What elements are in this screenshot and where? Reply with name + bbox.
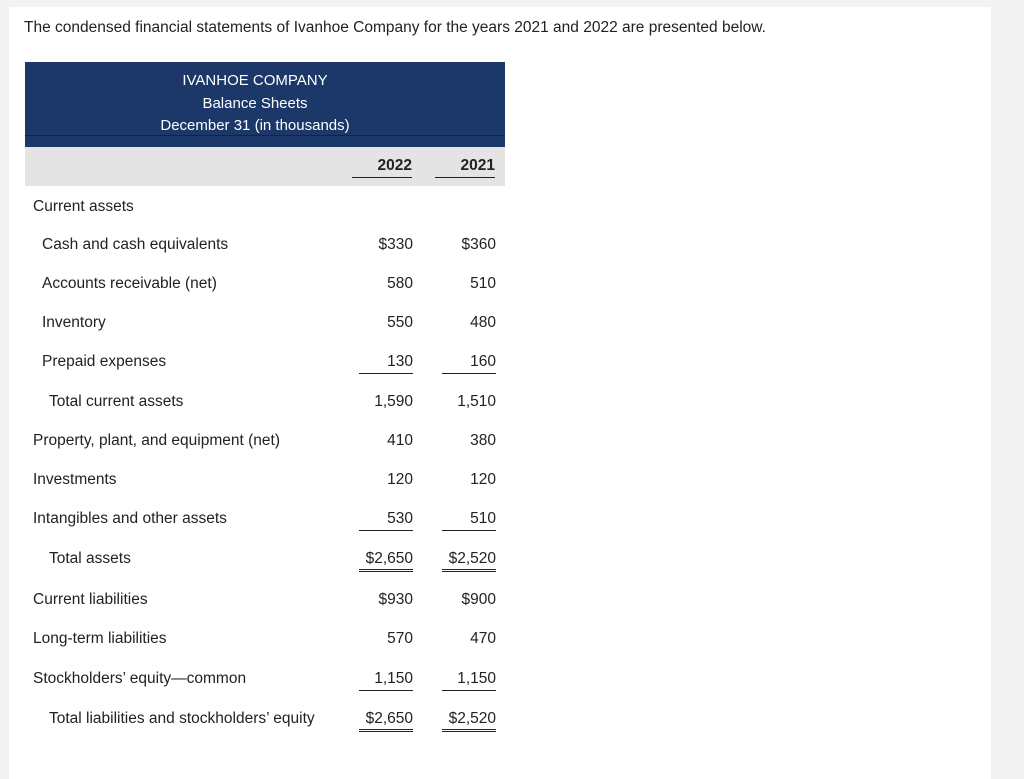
value-2022: $330 [378, 236, 413, 253]
value-2021: 470 [470, 630, 496, 647]
year-2021-header: 2021 [435, 157, 495, 178]
statement-period: December 31 (in thousands) [160, 117, 350, 134]
value-2021: 1,510 [457, 393, 496, 410]
row-label: Current liabilities [33, 591, 148, 608]
year-header-row [25, 147, 505, 186]
value-2021: $360 [461, 236, 496, 253]
year-2022-header: 2022 [352, 157, 412, 178]
value-2021: $900 [461, 591, 496, 608]
value-2022: 120 [387, 471, 413, 488]
row-label: Intangibles and other assets [33, 510, 227, 527]
table-row [0, 670, 520, 692]
value-2021: $2,520 [442, 550, 496, 572]
table-row [0, 591, 520, 613]
statement-header [25, 62, 505, 147]
statement-title: Balance Sheets [202, 95, 308, 112]
value-2021: 120 [470, 471, 496, 488]
value-2021: $2,520 [442, 710, 496, 732]
row-label: Property, plant, and equipment (net) [33, 432, 280, 449]
value-2022: 1,150 [359, 670, 413, 691]
table-row [0, 510, 520, 532]
table-row [0, 710, 520, 732]
row-label: Long-term liabilities [33, 630, 167, 647]
row-label: Total current assets [49, 393, 184, 410]
row-label: Stockholders’ equity—common [33, 670, 247, 687]
row-label: Inventory [42, 314, 106, 331]
value-2022: 530 [359, 510, 413, 531]
row-label: Accounts receivable (net) [42, 275, 217, 292]
row-label: Cash and cash equivalents [42, 236, 229, 253]
value-2022: $2,650 [359, 710, 413, 732]
row-label: Current assets [33, 198, 134, 215]
table-row [0, 550, 520, 572]
value-2022: 130 [359, 353, 413, 374]
row-label: Total liabilities and stockholders’ equity [49, 710, 315, 727]
value-2022: 550 [387, 314, 413, 331]
value-2022: 580 [387, 275, 413, 292]
table-row [0, 198, 520, 220]
table-row [0, 630, 520, 652]
table-row [0, 275, 520, 297]
table-row [0, 432, 520, 454]
table-row [0, 393, 520, 415]
value-2021: 160 [442, 353, 496, 374]
value-2022: $2,650 [359, 550, 413, 572]
intro-text: The condensed financial statements of Ivanhoe Company for the years 2021 and 2022 are presented below. [24, 19, 766, 36]
table-row [0, 353, 520, 375]
value-2022: $930 [378, 591, 413, 608]
table-row [0, 314, 520, 336]
value-2022: 410 [387, 432, 413, 449]
value-2021: 1,150 [442, 670, 496, 691]
value-2021: 510 [470, 275, 496, 292]
row-label: Investments [33, 471, 117, 488]
table-row [0, 236, 520, 258]
value-2022: 570 [387, 630, 413, 647]
value-2022: 1,590 [374, 393, 413, 410]
company-name: IVANHOE COMPANY [182, 72, 328, 89]
value-2021: 480 [470, 314, 496, 331]
value-2021: 510 [442, 510, 496, 531]
row-label: Total assets [49, 550, 131, 567]
value-2021: 380 [470, 432, 496, 449]
table-row [0, 471, 520, 493]
row-label: Prepaid expenses [42, 353, 167, 370]
